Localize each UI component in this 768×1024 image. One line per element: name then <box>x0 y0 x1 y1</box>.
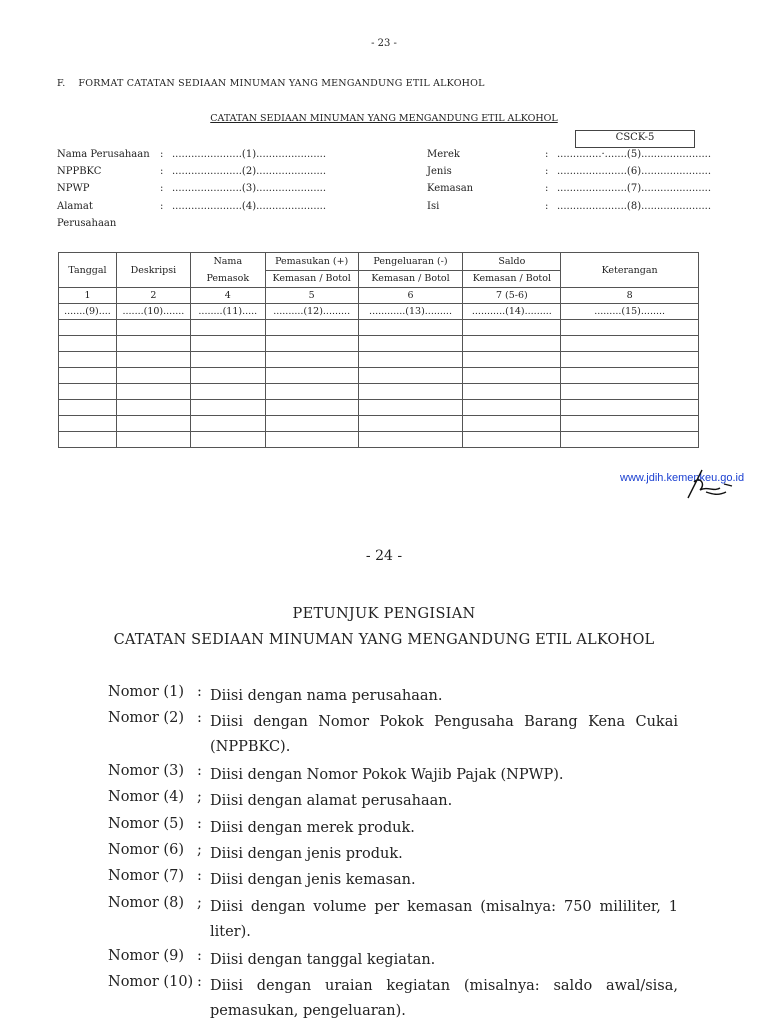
list-item <box>108 895 678 945</box>
column-number: 1 <box>59 288 117 304</box>
field-colon: : <box>545 166 549 177</box>
instruction-text: Diisi dengan merek produk. <box>210 820 415 836</box>
list-item <box>108 710 678 760</box>
fill-cell: ........(11)..... <box>190 304 265 320</box>
column-number: 5 <box>265 288 358 304</box>
field-colon: : <box>160 183 164 194</box>
instruction-label: Nomor (1) <box>108 684 184 700</box>
instruction-text: Diisi dengan Nomor Pokok Wajib Pajak (NPWP). <box>210 767 564 783</box>
field-value-packaging: ......................(7)...................... <box>557 183 712 194</box>
table-row <box>59 336 699 352</box>
header-tanggal: Tanggal <box>59 253 117 288</box>
list-item <box>108 763 678 788</box>
subheader-pemasukan: Kemasan / Botol <box>265 270 358 288</box>
subheader-pengeluaran: Kemasan / Botol <box>358 270 463 288</box>
instruction-colon: : <box>197 763 202 779</box>
instruction-label: Nomor (2) <box>108 710 184 726</box>
table-row <box>59 320 699 336</box>
table-row <box>59 432 699 448</box>
list-item <box>108 842 678 867</box>
instruction-colon: ; <box>197 789 202 805</box>
header-nama: Nama <box>213 256 243 267</box>
form-title: CATATAN SEDIAAN MINUMAN YANG MENGANDUNG ETIL ALKOHOL <box>210 113 558 124</box>
instruction-colon: : <box>197 974 202 990</box>
table-row <box>59 384 699 400</box>
field-value-type: ......................(6)...................... <box>557 166 712 177</box>
instruction-colon: : <box>197 816 202 832</box>
field-label-company: Nama Perusahaan <box>57 149 150 160</box>
field-label-nppbkc: NPPBKC <box>57 166 102 177</box>
instruction-text: Diisi dengan Nomor Pokok Pengusaha Barang Kena Cukai (NPPBKC). <box>210 714 678 755</box>
instruction-colon: ; <box>197 895 202 911</box>
fill-cell: .........(15)........ <box>561 304 699 320</box>
page-number-bottom: - 24 - <box>365 548 403 564</box>
instruction-text: Diisi dengan jenis kemasan. <box>210 872 416 888</box>
instruction-text: Diisi dengan tanggal kegiatan. <box>210 952 436 968</box>
field-value-npwp: ......................(3)...................... <box>172 183 327 194</box>
field-colon: : <box>160 149 164 160</box>
instruction-text: Diisi dengan uraian kegiatan (misalnya: saldo awal/sisa, pemasukan, pengeluaran). <box>210 978 678 1019</box>
instruction-colon: : <box>197 868 202 884</box>
field-label-address-2: Perusahaan <box>57 218 117 229</box>
field-colon: : <box>545 201 549 212</box>
column-number: 4 <box>190 288 265 304</box>
form-code-box: CSCK-5 <box>575 130 695 148</box>
instruction-text: Diisi dengan nama perusahaan. <box>210 688 443 704</box>
table-row <box>59 400 699 416</box>
instruction-label: Nomor (3) <box>108 763 184 779</box>
instruction-text: Diisi dengan volume per kemasan (misalnya: 750 mililiter, 1 liter). <box>210 899 678 940</box>
guide-title: PETUNJUK PENGISIAN <box>292 606 476 622</box>
field-colon: : <box>160 166 164 177</box>
instruction-label: Nomor (5) <box>108 816 184 832</box>
field-value-nppbkc: ......................(2)...................... <box>172 166 327 177</box>
handwritten-initials <box>680 462 740 502</box>
fill-cell: .......(10)....... <box>116 304 190 320</box>
field-value-content: ......................(8)...................... <box>557 201 712 212</box>
list-item <box>108 868 678 893</box>
field-colon: : <box>160 201 164 212</box>
field-value-company: ......................(1)...................... <box>172 149 327 160</box>
instruction-label: Nomor (4) <box>108 789 184 805</box>
field-value-address: ......................(4)...................... <box>172 201 327 212</box>
table-row <box>59 368 699 384</box>
field-label-address: Alamat <box>57 201 93 212</box>
instruction-label: Nomor (6) <box>108 842 184 858</box>
instruction-colon: ; <box>197 842 202 858</box>
list-item <box>108 816 678 841</box>
field-label-brand: Merek <box>427 149 460 160</box>
field-label-packaging: Kemasan <box>427 183 474 194</box>
header-pemasukan: Pemasukan (+) <box>265 253 358 271</box>
field-value-brand: ..............·.......(5)...................... <box>557 149 712 160</box>
field-colon: : <box>545 149 549 160</box>
fill-cell: ..........(12)......... <box>265 304 358 320</box>
instruction-colon: : <box>197 948 202 964</box>
instruction-label: Nomor (8) <box>108 895 184 911</box>
field-colon: : <box>545 183 549 194</box>
fill-cell: ............(13)......... <box>358 304 463 320</box>
table-row <box>59 352 699 368</box>
column-number: 6 <box>358 288 463 304</box>
instruction-label: Nomor (9) <box>108 948 184 964</box>
header-nama-pemasok <box>190 253 265 288</box>
field-label-content: Isi <box>427 201 440 212</box>
header-pengeluaran: Pengeluaran (-) <box>358 253 463 271</box>
website-link[interactable]: www.jdih.kemenkeu.go.id <box>620 472 745 484</box>
fill-cell: ...........(14)......... <box>463 304 561 320</box>
field-label-npwp: NPWP <box>57 183 90 194</box>
instruction-label: Nomor (7) <box>108 868 184 884</box>
field-label-type: Jenis <box>427 166 452 177</box>
list-item <box>108 948 678 973</box>
instruction-text: Diisi dengan jenis produk. <box>210 846 403 862</box>
column-number: 2 <box>116 288 190 304</box>
table-number-row <box>59 288 699 304</box>
instruction-text: Diisi dengan alamat perusahaan. <box>210 793 453 809</box>
fill-cell: .......(9).... <box>59 304 117 320</box>
table-fill-row <box>59 304 699 320</box>
column-number: 8 <box>561 288 699 304</box>
instruction-colon: : <box>197 684 202 700</box>
header-deskripsi: Deskripsi <box>116 253 190 288</box>
guide-subtitle: CATATAN SEDIAAN MINUMAN YANG MENGANDUNG ETIL ALKOHOL <box>113 632 655 648</box>
stock-table <box>58 252 699 448</box>
page-number-top: - 23 - <box>371 38 397 49</box>
header-pemasok: Pemasok <box>206 273 250 284</box>
instruction-label: Nomor (10) <box>108 974 194 990</box>
section-heading: F. FORMAT CATATAN SEDIAAN MINUMAN YANG MENGANDUNG ETIL ALKOHOL <box>57 78 485 89</box>
column-number: 7 (5-6) <box>463 288 561 304</box>
subheader-saldo: Kemasan / Botol <box>463 270 561 288</box>
list-item <box>108 789 678 814</box>
table-row <box>59 416 699 432</box>
header-saldo: Saldo <box>463 253 561 271</box>
instruction-colon: : <box>197 710 202 726</box>
header-keterangan: Keterangan <box>561 253 699 288</box>
list-item <box>108 974 678 1024</box>
list-item <box>108 684 678 709</box>
table-header-row <box>59 253 699 271</box>
